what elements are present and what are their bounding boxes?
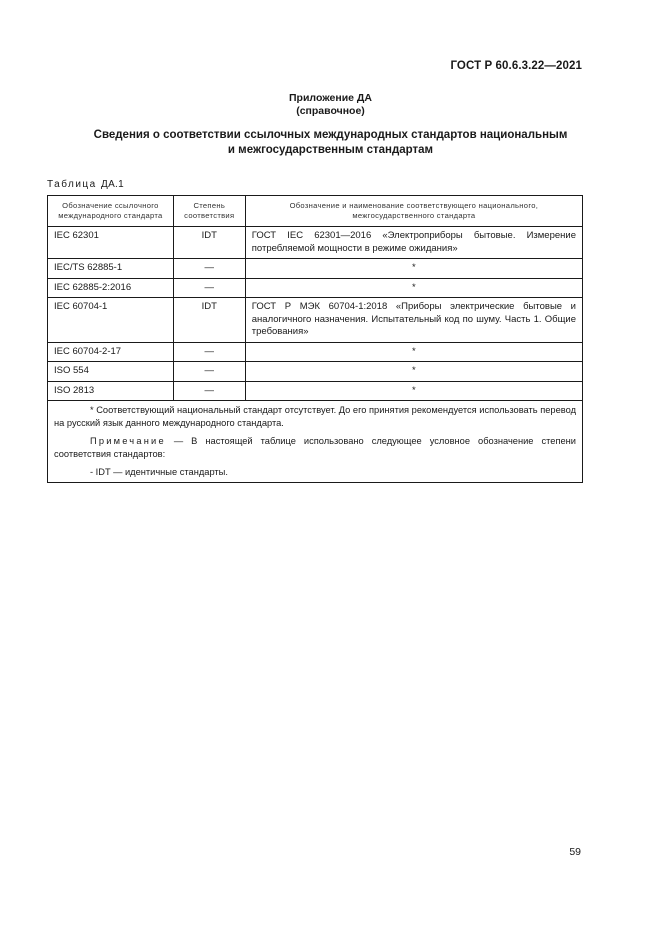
annex-heading <box>0 92 661 118</box>
table-caption-number: ДА.1 <box>101 179 124 190</box>
document-title-line-1: Сведения о соответствии ссылочных международных стандартов национальным <box>93 129 568 141</box>
header-national-standard: Обозначение и наименование соответствующего национального, межгосударственного стандарта <box>245 196 582 227</box>
table-row <box>48 278 583 298</box>
cell-ref: ISO 2813 <box>48 381 174 401</box>
table-caption <box>47 179 124 190</box>
cell-national: * <box>245 259 582 279</box>
correspondence-table <box>47 195 583 483</box>
cell-degree: IDT <box>173 298 245 343</box>
cell-ref: IEC 62301 <box>48 227 174 259</box>
cell-national: * <box>245 278 582 298</box>
cell-national: * <box>245 381 582 401</box>
cell-ref: IEC 60704-2-17 <box>48 342 174 362</box>
cell-degree: IDT <box>173 227 245 259</box>
cell-ref: IEC 60704-1 <box>48 298 174 343</box>
cell-degree: — <box>173 362 245 382</box>
table-footer-row <box>48 401 583 483</box>
table-header-row <box>48 196 583 227</box>
table-row <box>48 298 583 343</box>
table-row <box>48 381 583 401</box>
cell-national: ГОСТ Р МЭК 60704-1:2018 «Приборы электрические бытовые и аналогичного назначения. Испытательный код по шуму. Часть 1. Общие требования» <box>245 298 582 343</box>
cell-ref: IEC 62885-2:2016 <box>48 278 174 298</box>
legend-item: - IDT — идентичные стандарты. <box>90 467 228 477</box>
cell-national: ГОСТ IEC 62301—2016 «Электроприборы бытовые. Измерение потребляемой мощности в режиме ожидания» <box>245 227 582 259</box>
table-row <box>48 227 583 259</box>
standard-code-header: ГОСТ Р 60.6.3.22—2021 <box>450 60 582 72</box>
table-footnotes <box>48 401 583 483</box>
table-caption-word: Таблица <box>47 179 97 190</box>
note-paragraph <box>54 435 576 460</box>
header-ref-standard: Обозначение ссылочного международного стандарта <box>48 196 174 227</box>
document-title <box>60 128 601 158</box>
note-text: — В настоящей таблице использовано следующее условное обозначение степени соответствия стандартов: <box>54 436 576 459</box>
header-degree: Степень соответствия <box>173 196 245 227</box>
cell-degree: — <box>173 342 245 362</box>
cell-degree: — <box>173 381 245 401</box>
cell-national: * <box>245 362 582 382</box>
note-label: Примечание <box>90 436 166 446</box>
table-row <box>48 342 583 362</box>
cell-ref: IEC/TS 62885-1 <box>48 259 174 279</box>
page-number: 59 <box>569 846 581 858</box>
table-row <box>48 362 583 382</box>
cell-ref: ISO 554 <box>48 362 174 382</box>
document-title-line-2: и межгосударственным стандартам <box>227 144 434 156</box>
table-row <box>48 259 583 279</box>
annex-title: Приложение ДА <box>289 92 372 104</box>
cell-degree: — <box>173 259 245 279</box>
footnote-text: * Соответствующий национальный стандарт отсутствует. До его принятия рекомендуется использовать перевод на русский язык данного международного стандарта. <box>54 405 576 428</box>
cell-degree: — <box>173 278 245 298</box>
annex-subtitle: (справочное) <box>296 105 365 117</box>
cell-national: * <box>245 342 582 362</box>
